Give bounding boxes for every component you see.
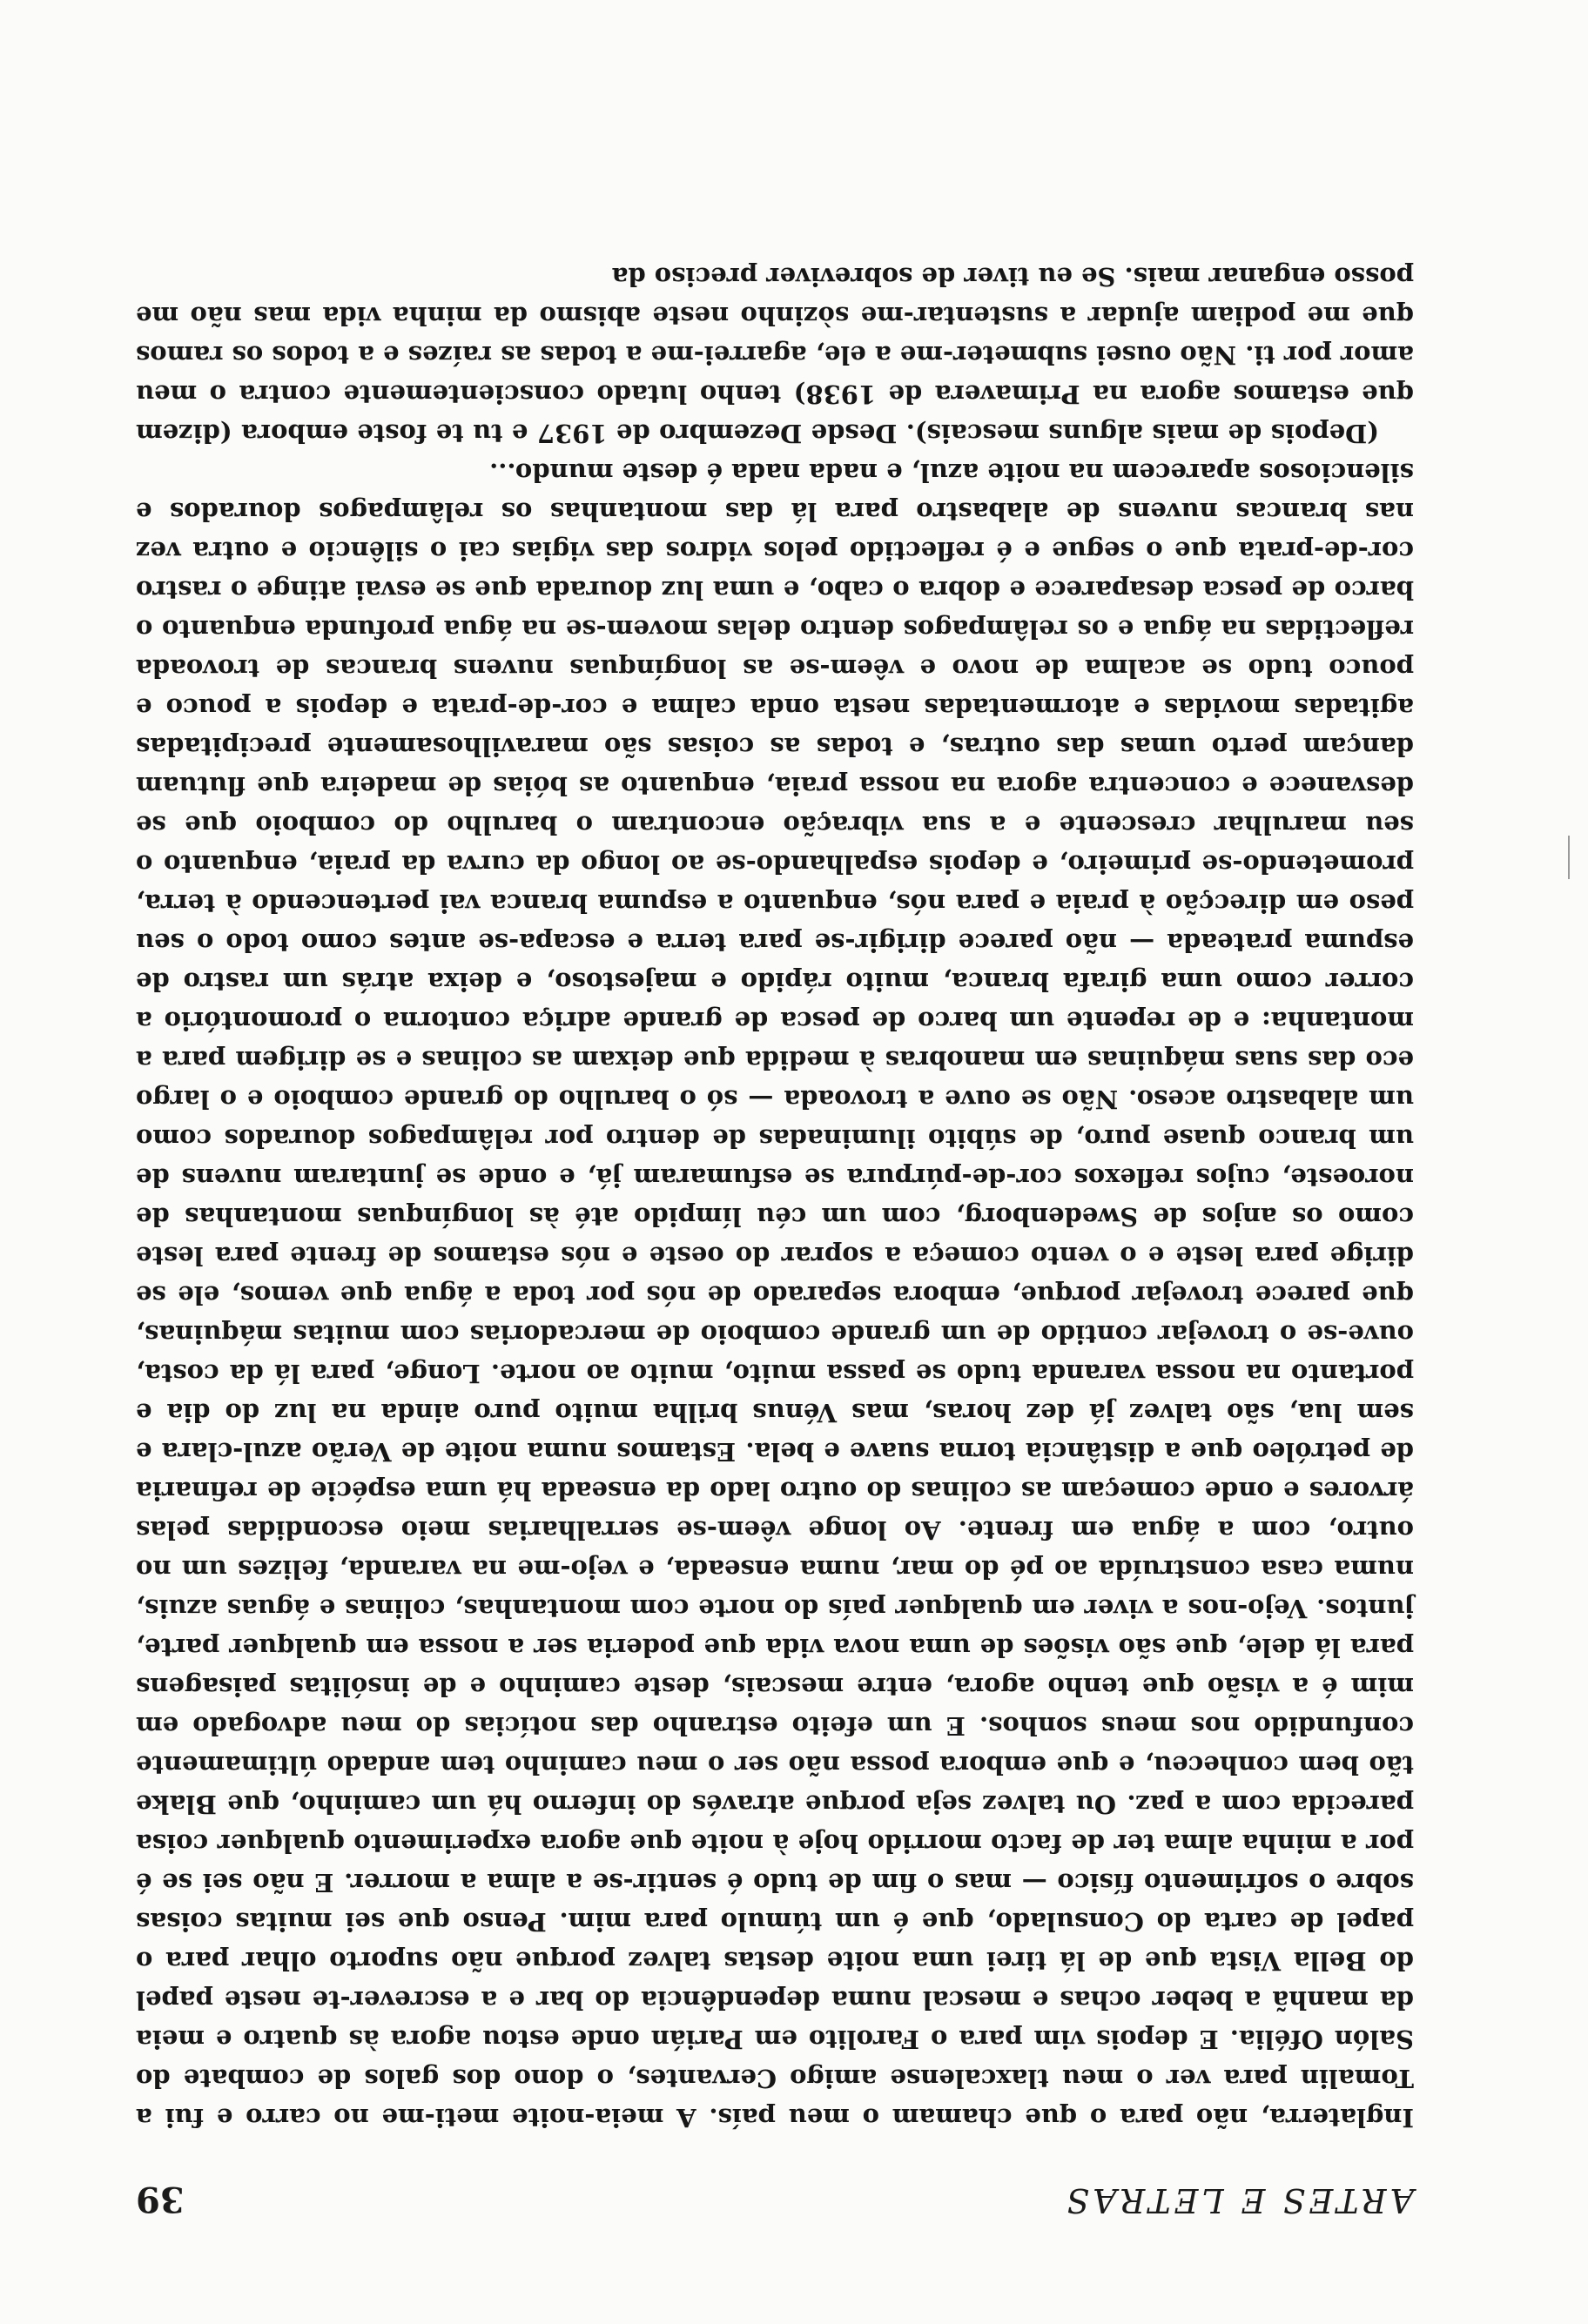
page-number: 39	[136, 2179, 185, 2220]
paragraph: Inglaterra, não para o que chamam o meu país. A meia-noite meti-me no carro e fui a Tomalin para ver o meu tlaxcalense amigo Cervantes, o dono dos galos de combate do Salón Ofélia. E depois vim para o Farolito em Parián onde estou agora às quatro e meia da manhã a beber ochas e mescal numa dependência do bar e a escrever-te neste papel do Bella Vista que de lá tirei uma noite destas talvez porque não suporto olhar para o papel de carta do Consulado, que é um túmulo para mim. Penso que sei muitas coisas sobre o sofrimento físico — mas o fim de tudo é sentir-se a alma a morrer. E não sei se é por a minha alma ter de facto morrido hoje à noite que agora experimento qualquer coisa parecida com a paz. Ou talvez seja porque através do inferno há um caminho, que Blake tão bem conheceu, e que embora possa não ser o meu caminho tem andado últimamente confundido nos meus sonhos. E um efeito estranho das notícias do meu advogado em mim é a visão que tenho agora, entre mescais, deste caminho e de insólitas paisagens para lá dele, que são visões de uma nova vida que poderia ser a nossa em qualquer parte, juntos. Vejo-nos a viver em qualquer país do norte com montanhas, colinas e águas azuis, numa casa construída ao pé do mar, numa enseada, e vejo-me na varanda, felizes um no outro, com a água em frente. Ao longe vêem-se serralharias meio escondidas pelas árvores e onde começam as colinas do outro lado da enseada há uma espécie de refinaria de petróleo que a distância torna suave e bela. Estamos numa noite de Verão azul-clara e sem lua, são talvez já dez horas, mas Vénus brilha muito puro ainda na luz do dia e portanto na nossa varanda tudo se passa muito, muito ao norte. Longe, para lá da costa, ouve-se o trovejar contido de um grande comboio de mercadorias com muitas máquinas, que parece trovejar porque, embora separado de nós por toda a água que vemos, ele se dirige para leste e o vento começa a soprar do oeste e nós estamos de frente para leste como os anjos de Swedenborg, com um céu límpido até às longínquas montanhas de noroeste, cujos reflexos cor-de-púrpura se esfumaram já, e onde se juntaram nuvens de um branco quase puro, de súbito iluminadas de dentro por relâmpagos dourados como um alabastro aceso. Não se ouve a trovoada — só o barulho do grande comboio e o largo eco das suas máquinas em manobras à medida que deixam as colinas e se dirigem para a montanha: e de repente um barco de pesca de grande adriça contorna o promontório a correr como uma girafa branca, muito rápido e majestoso, e deixa atrás um rastro de espuma prateada — não parece dirigir-se para terra e escapa-se antes como todo o seu peso em direcção à praia e para nós, enquanto a espuma branca vai pertencendo à terra, prometendo-se primeiro, e depois espalhando-se ao longo da curva da praia, enquanto o seu marulhar crescente e a sua vibração encontram o barulho do comboio que se desvanece e concentra agora na nossa praia, enquanto as bóias de madeira que flutuam dançam perto umas das outras, e todas as coisas são maravilhosamente precipitadas agitadas movidas e atormentadas nesta onda calma e cor-de-prata e depois a pouco e pouco tudo se acalma de novo e vêem-se as longínquas nuvens brancas de trovoada reflectidas na água e os relâmpagos dentro delas movem-se na água profunda enquanto o barco de pesca desaparece e dobra o cabo, e uma luz dourada que se esvai atinge o rastro cor-de-prata que o segue e é reflectido pelos vidros das vigias cai o silêncio e outra vez nas brancas nuvens de alabastro para lá das montanhas os relâmpagos dourados e silenciosos aparecem na noite azul, e nada nada é deste mundo...	[136, 458, 1414, 2133]
page-header	[136, 2176, 1414, 2220]
scan-margin-mark	[1568, 836, 1570, 879]
paragraph: (Depois de mais alguns mescais). Desde Dezembro de 1937 e tu te foste embora (dizem que estamos agora na Primavera de 1938) tenho lutado conscientemente contra o meu amor por ti. Não ousei submeter-me a ele, agarrei-me a todas as raízes e a todos os ramos que me podiam ajudar a sustentar-me sòzinho neste abismo da minha vida mas não me posso enganar mais. Se eu tiver de sobreviver preciso da	[136, 262, 1414, 448]
body-text	[136, 257, 1414, 2137]
running-head: ARTES E LETRAS	[1063, 2181, 1414, 2220]
